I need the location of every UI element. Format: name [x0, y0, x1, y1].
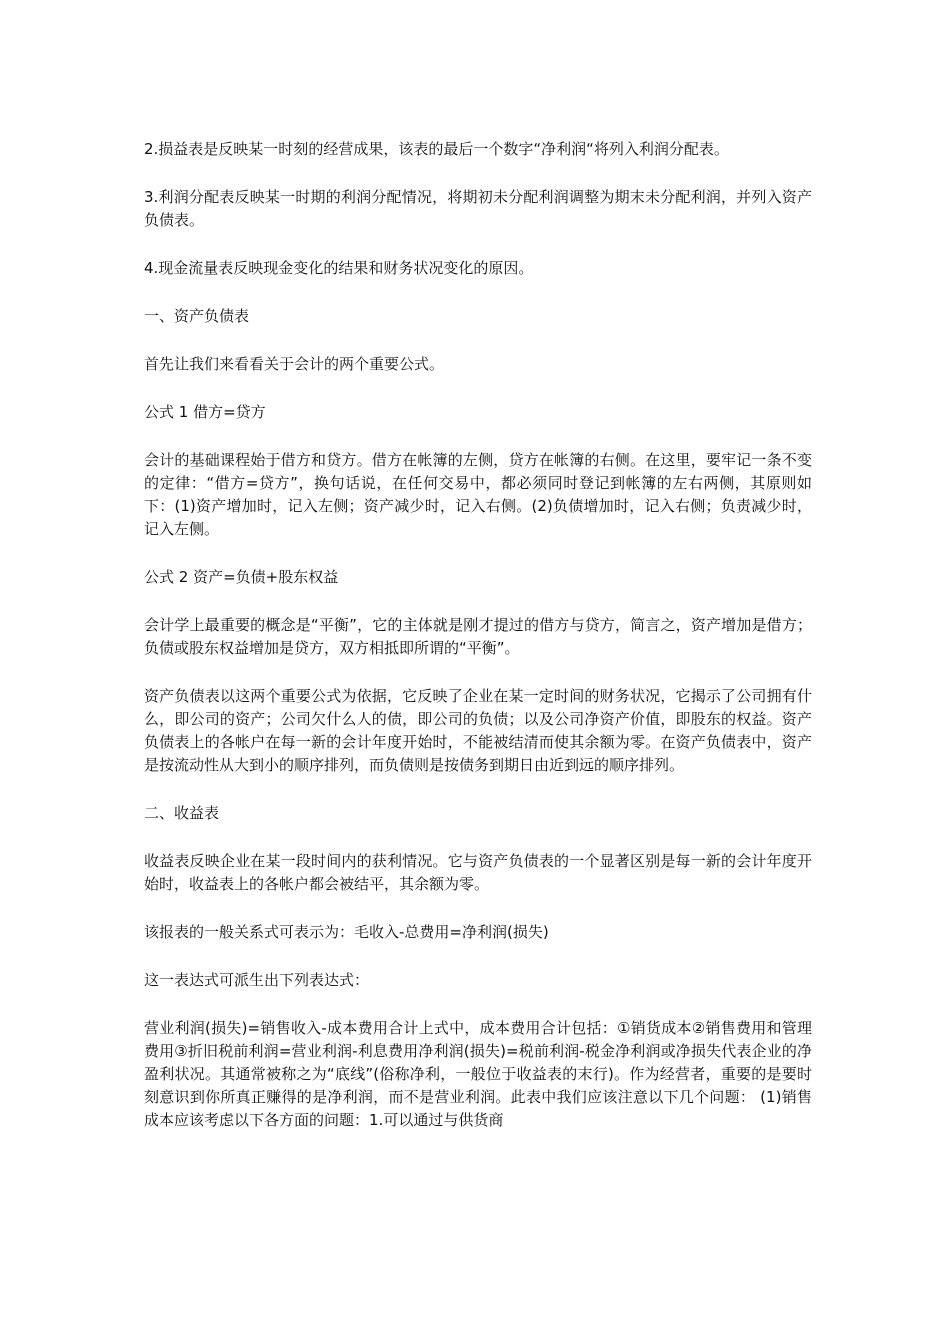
paragraph-operating-profit: 营业利润(损失)=销售收入-成本费用合计上式中，成本费用合计包括：①销货成本②销售费用和管理费用③折旧税前利润=营业利润-利息费用净利润(损失)=税前利润-税金净利润或净损失代表企业的净盈利状况。其通常被称之为“底线”(俗称净利，一般位于收益表的末行)。作为经营者，重要的是要时刻意识到你所真正赚得的是净利润，而不是营业利润。此表中我们应该注意以下几个问题： (1)销售成本应该考虑以下各方面的问题：1.可以通过与供货商	[144, 1019, 812, 1129]
paragraph-debit-credit: 会计的基础课程始于借方和贷方。借方在帐簿的左侧，贷方在帐簿的右侧。在这里，要牢记一条不变的定律：“借方=贷方”，换句话说，在任何交易中，都必须同时登记到帐簿的左右两侧，其原则如下：(1)资产增加时，记入左侧；资产减少时，记入右侧。(2)负债增加时，记入右侧；负责减少时，记入左侧。	[144, 451, 812, 538]
formula-1-heading: 公式 1 借方=贷方	[144, 403, 266, 421]
section-heading-income-statement: 二、收益表	[144, 804, 220, 822]
paragraph-general-relation: 该报表的一般关系式可表示为：毛收入-总费用=净利润(损失)	[144, 923, 549, 941]
formula-2-heading: 公式 2 资产=负债+股东权益	[144, 568, 339, 586]
paragraph-income-statement-note: 2.损益表是反映某一时刻的经营成果，该表的最后一个数字“净利润“将列入利润分配表。	[144, 140, 729, 158]
paragraph-profit-distribution-note: 3.利润分配表反映某一时期的利润分配情况，将期初未分配利润调整为期末未分配利润，并列入资产负债表。	[144, 188, 812, 229]
document-body	[144, 138, 812, 1132]
paragraph-balance-concept: 会计学上最重要的概念是“平衡”，它的主体就是刚才提过的借方与贷方，简言之，资产增加是借方；负债或股东权益增加是贷方，双方相抵即所谓的“平衡”。	[144, 616, 812, 657]
paragraph-balance-sheet-description: 资产负债表以这两个重要公式为依据，它反映了企业在某一定时间的财务状况，它揭示了公司拥有什么，即公司的资产；公司欠什么人的债，即公司的负债；以及公司净资产价值，即股东的权益。资产负债表上的各帐户在每一新的会计年度开始时，不能被结清而使其余额为零。在资产负债表中，资产是按流动性从大到小的顺序排列，而负债则是按债务到期日由近到远的顺序排列。	[144, 687, 812, 774]
paragraph-income-statement-description: 收益表反映企业在某一段时间内的获利情况。它与资产负债表的一个显著区别是每一新的会计年度开始时，收益表上的各帐户都会被结平，其余额为零。	[144, 852, 812, 893]
section-heading-balance-sheet: 一、资产负债表	[144, 307, 250, 325]
paragraph-formulas-intro: 首先让我们来看看关于会计的两个重要公式。	[144, 355, 445, 373]
paragraph-cash-flow-note: 4.现金流量表反映现金变化的结果和财务状况变化的原因。	[144, 259, 534, 277]
paragraph-derived-expressions: 这一表达式可派生出下列表达式：	[144, 971, 370, 989]
